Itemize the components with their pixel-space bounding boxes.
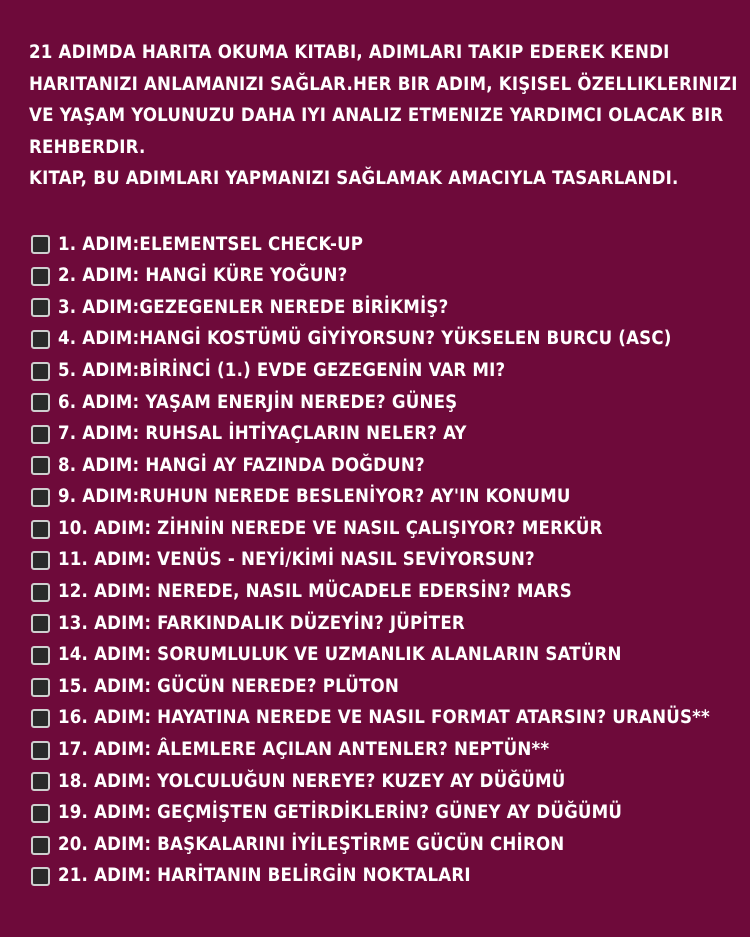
- step-label: 17. ADIM: ÂLEMLERE AÇILAN ANTENLER? NEPTÜN**: [58, 739, 550, 761]
- step-label: 21. ADIM: HARİTANIN BELİRGİN NOKTALARI: [58, 865, 471, 887]
- checkbox-icon: [31, 804, 50, 823]
- checkbox-icon: [31, 583, 50, 602]
- intro-paragraph: [29, 37, 738, 195]
- intro-line: REHBERDIR.: [29, 136, 146, 158]
- intro-line: 21 ADIMDA HARITA OKUMA KITABI, ADIMLARI TAKIP EDEREK KENDI: [29, 42, 670, 63]
- checkbox-icon: [31, 298, 50, 317]
- checkbox-icon: [31, 709, 50, 728]
- list-item-step-15: [31, 671, 731, 703]
- list-item-step-20: [31, 829, 731, 861]
- list-item-step-3: [31, 292, 731, 324]
- step-label: 12. ADIM: NEREDE, NASIL MÜCADELE EDERSİN? MARS: [58, 581, 572, 603]
- list-item-step-11: [31, 545, 731, 577]
- list-item-step-18: [31, 766, 731, 798]
- step-label: 14. ADIM: SORUMLULUK VE UZMANLIK ALANLARIN SATÜRN: [58, 644, 622, 666]
- step-label: 15. ADIM: GÜCÜN NEREDE? PLÜTON: [58, 675, 400, 697]
- step-label: 16. ADIM: HAYATINA NEREDE VE NASIL FORMAT ATARSIN? URANÜS**: [58, 707, 710, 729]
- list-item-step-19: [31, 798, 731, 830]
- checkbox-icon: [31, 393, 50, 412]
- step-label: 11. ADIM: VENÜS - NEYİ/KİMİ NASIL SEVİYORSUN?: [58, 549, 535, 571]
- step-label: 8. ADIM: HANGİ AY FAZINDA DOĞDUN?: [58, 454, 425, 476]
- checkbox-icon: [31, 836, 50, 855]
- list-item-step-5: [31, 355, 731, 387]
- intro-line: VE YAŞAM YOLUNUZU DAHA IYI ANALIZ ETMENIZE YARDIMCI OLACAK BIR: [29, 105, 724, 126]
- list-item-step-10: [31, 513, 731, 545]
- list-item-step-21: [31, 861, 731, 893]
- checkbox-icon: [31, 330, 50, 349]
- checkbox-icon: [31, 741, 50, 760]
- list-item-step-13: [31, 608, 731, 640]
- step-label: 7. ADIM: RUHSAL İHTİYAÇLARIN NELER? AY: [58, 423, 467, 445]
- checkbox-icon: [31, 425, 50, 444]
- checkbox-icon: [31, 678, 50, 697]
- steps-list: [31, 229, 731, 892]
- list-item-step-4: [31, 324, 731, 356]
- step-label: 1. ADIM:ELEMENTSEL CHECK-UP: [58, 233, 364, 255]
- checkbox-icon: [31, 520, 50, 539]
- checkbox-icon: [31, 488, 50, 507]
- step-label: 20. ADIM: BAŞKALARINI İYİLEŞTİRME GÜCÜN CHİRON: [58, 833, 565, 855]
- list-item-step-16: [31, 703, 731, 735]
- intro-line: HARITANIZI ANLAMANIZI SAĞLAR.HER BIR ADIM, KIŞISEL ÖZELLIKLERINIZI: [29, 73, 738, 95]
- list-item-step-14: [31, 640, 731, 672]
- step-label: 19. ADIM: GEÇMİŞTEN GETİRDİKLERİN? GÜNEY AY DÜĞÜMÜ: [58, 802, 623, 824]
- checkbox-icon: [31, 646, 50, 665]
- list-item-step-17: [31, 735, 731, 767]
- step-label: 18. ADIM: YOLCULUĞUN NEREYE? KUZEY AY DÜĞÜMÜ: [58, 770, 566, 792]
- intro-line: KITAP, BU ADIMLARI YAPMANIZI SAĞLAMAK AMACIYLA TASARLANDI.: [29, 168, 679, 189]
- step-label: 13. ADIM: FARKINDALIK DÜZEYİN? JÜPİTER: [58, 612, 465, 634]
- checkbox-icon: [31, 867, 50, 886]
- list-item-step-7: [31, 419, 731, 451]
- checkbox-icon: [31, 551, 50, 570]
- list-item-step-8: [31, 450, 731, 482]
- checkbox-icon: [31, 235, 50, 254]
- checkbox-icon: [31, 772, 50, 791]
- step-label: 5. ADIM:BİRİNCİ (1.) EVDE GEZEGENİN VAR MI?: [58, 359, 506, 381]
- list-item-step-6: [31, 387, 731, 419]
- list-item-step-12: [31, 577, 731, 609]
- checkbox-icon: [31, 456, 50, 475]
- checkbox-icon: [31, 614, 50, 633]
- step-label: 6. ADIM: YAŞAM ENERJİN NEREDE? GÜNEŞ: [58, 391, 458, 413]
- step-label: 10. ADIM: ZİHNİN NEREDE VE NASIL ÇALIŞIYOR? MERKÜR: [58, 517, 603, 539]
- checkbox-icon: [31, 267, 50, 286]
- step-label: 3. ADIM:GEZEGENLER NEREDE BİRİKMİŞ?: [58, 296, 449, 318]
- checkbox-icon: [31, 362, 50, 381]
- list-item-step-9: [31, 482, 731, 514]
- step-label: 2. ADIM: HANGİ KÜRE YOĞUN?: [58, 265, 348, 287]
- list-item-step-1: [31, 229, 731, 261]
- step-label: 9. ADIM:RUHUN NEREDE BESLENİYOR? AY'IN KONUMU: [58, 486, 571, 508]
- list-item-step-2: [31, 261, 731, 293]
- step-label: 4. ADIM:HANGİ KOSTÜMÜ GİYİYORSUN? YÜKSELEN BURCU (ASC): [58, 328, 672, 350]
